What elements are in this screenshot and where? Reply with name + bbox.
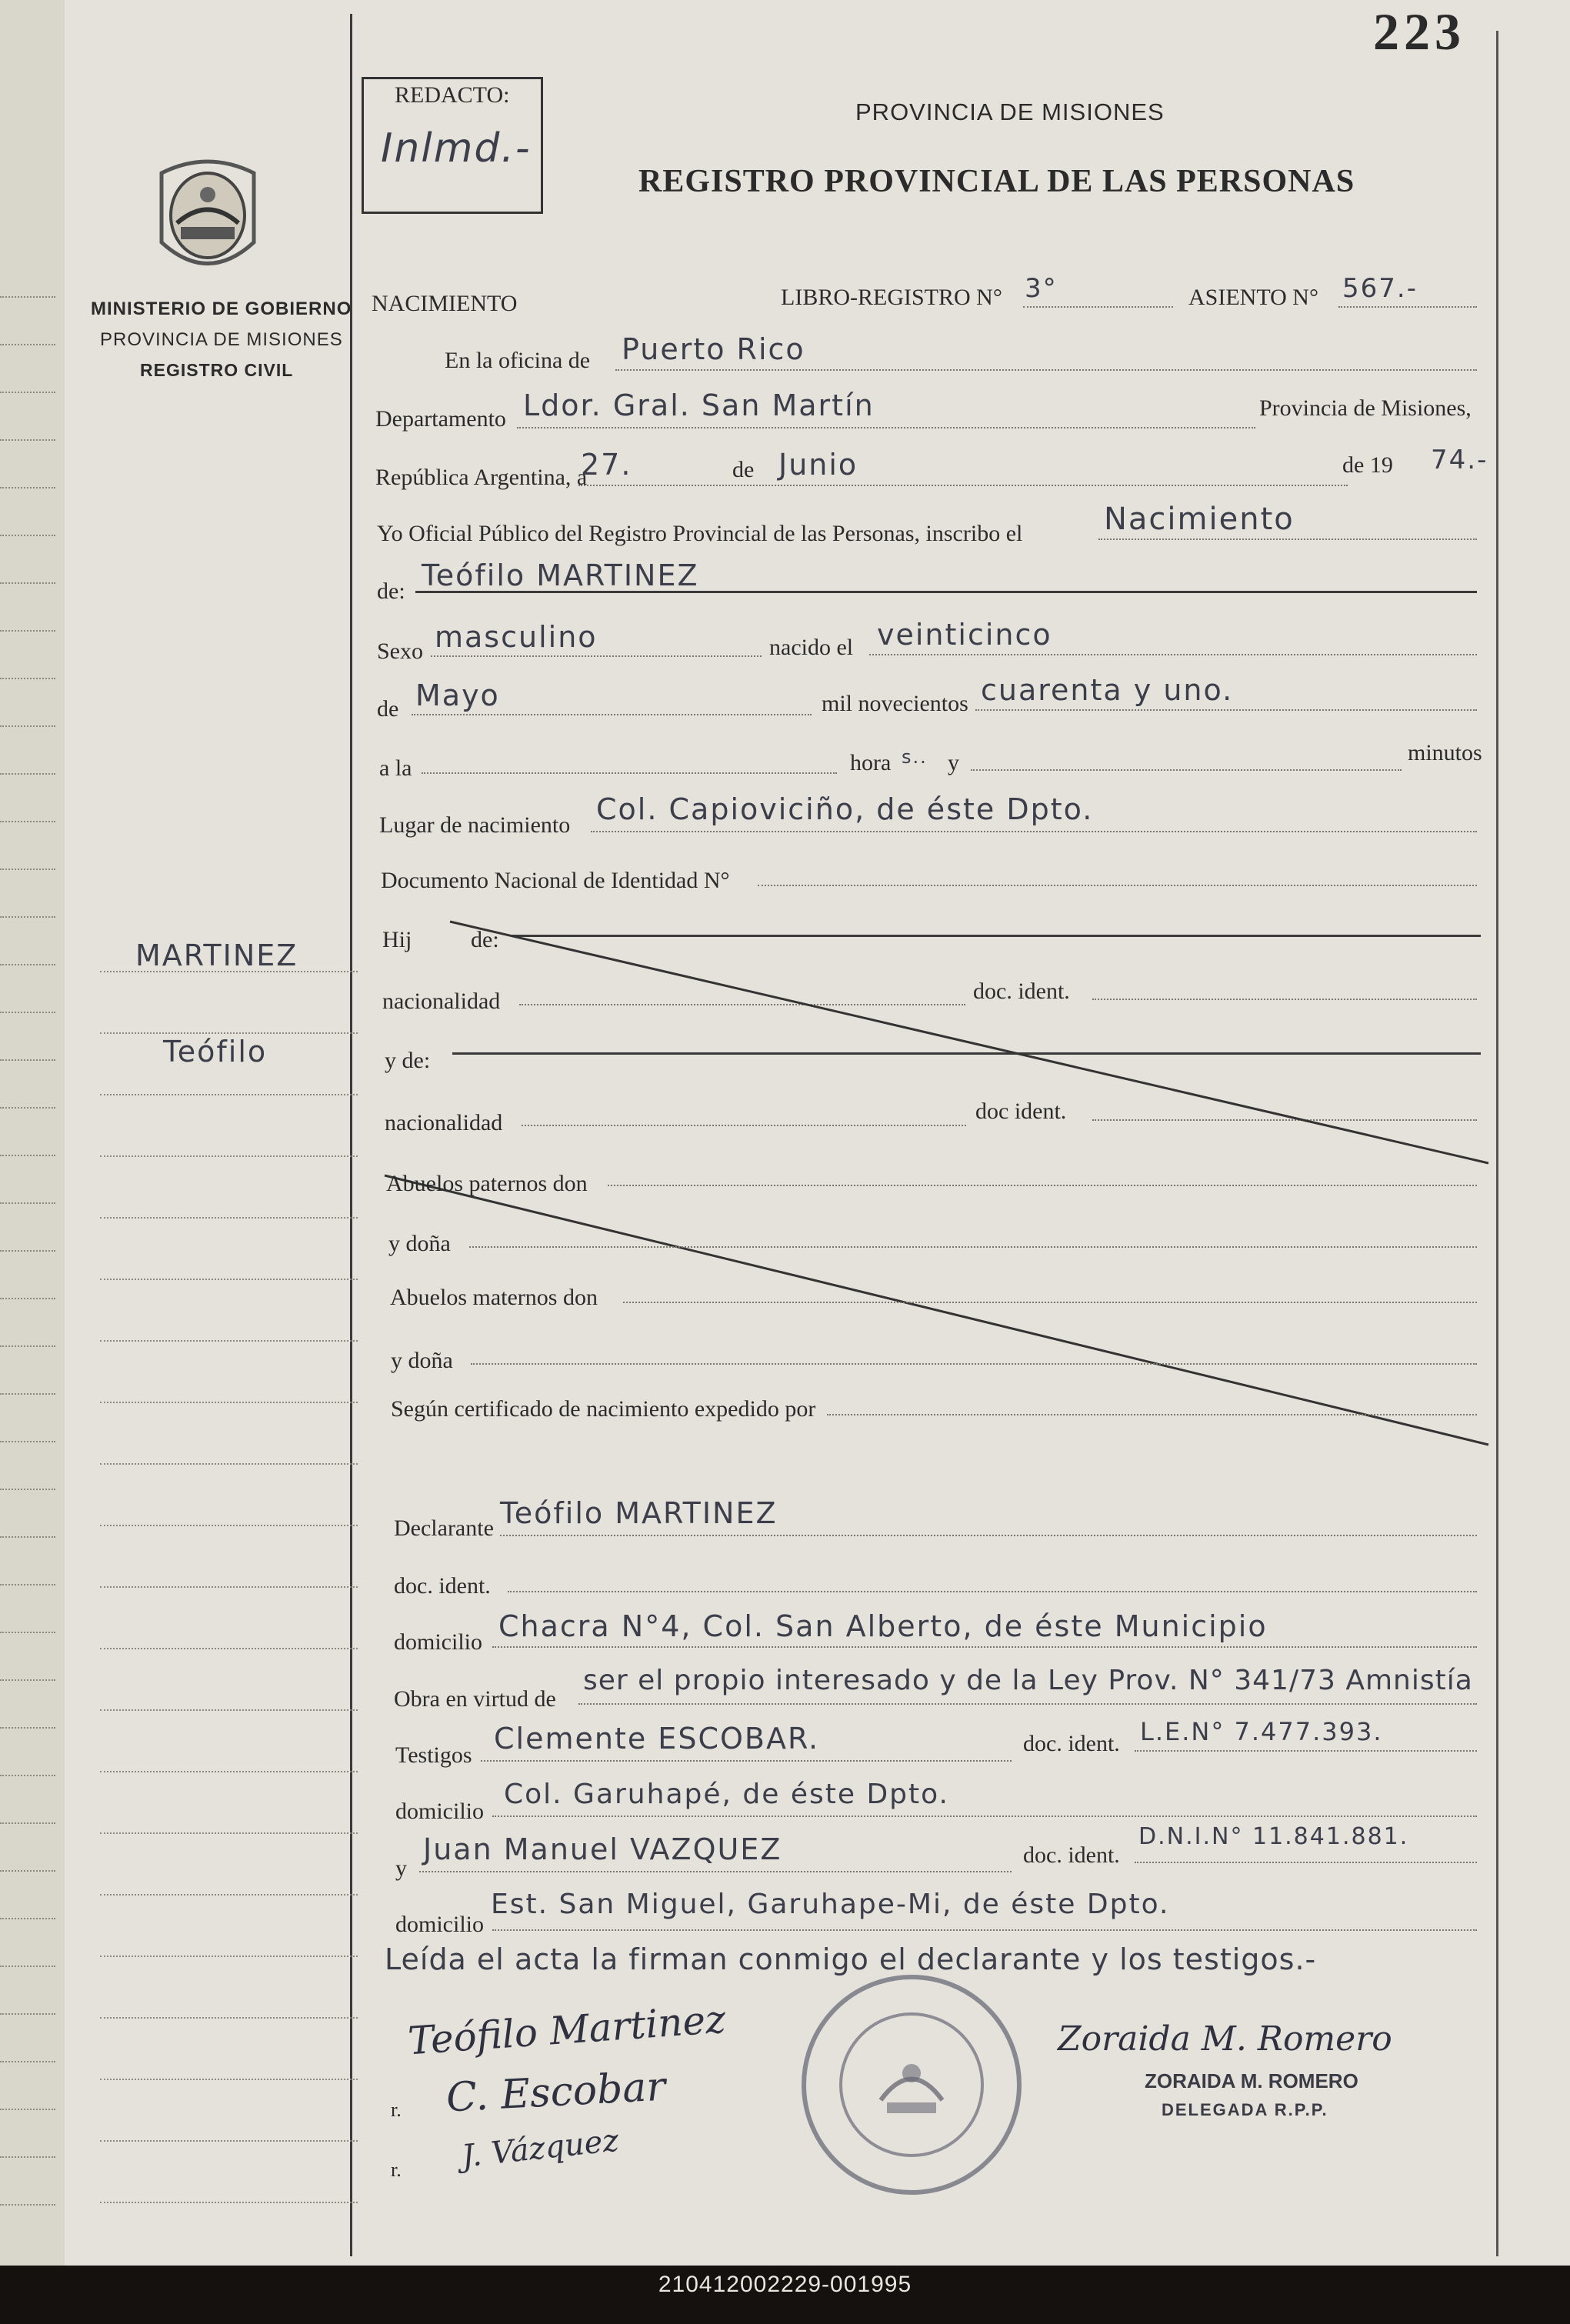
- mil-label: mil novecientos: [822, 691, 968, 716]
- signature-declarante: Teófilo Martinez: [406, 1996, 728, 2064]
- de-value: Teófilo MARTINEZ: [422, 558, 699, 592]
- testigos-value: Clemente ESCOBAR.: [494, 1722, 820, 1756]
- testigos-doc-label: doc. ident.: [1023, 1731, 1120, 1756]
- official-stamp-name: ZORAIDA M. ROMERO: [1145, 2069, 1358, 2092]
- de-label: de:: [377, 578, 405, 604]
- nacido-value: veinticinco: [877, 618, 1052, 652]
- official-round-seal-icon: [796, 1966, 1027, 2204]
- signature-r-mark-2: r.: [391, 2159, 402, 2181]
- y-de-label: y de:: [385, 1048, 431, 1073]
- mes-label: de: [377, 696, 399, 722]
- testigo-2-doc-value: D.N.I.N° 11.841.881.: [1138, 1823, 1409, 1850]
- page-number: 223: [1373, 2, 1465, 61]
- ministry-line-1: MINISTERIO DE GOBIERNO: [91, 298, 352, 319]
- hora-y: y: [948, 750, 959, 775]
- abuelos-paternos-label: Abuelos paternos don: [386, 1171, 588, 1196]
- lugar-value: Col. Capioviciño, de éste Dpto.: [596, 792, 1094, 826]
- leida-statement: Leída el acta la firman conmigo el declarante y los testigos.-: [385, 1942, 1317, 1976]
- testigo-2-y: y: [395, 1856, 407, 1881]
- abuelos-maternos-dona: y doña: [391, 1348, 453, 1373]
- sexo-label: Sexo: [377, 639, 423, 664]
- inscribo-value: Nacimiento: [1104, 502, 1295, 537]
- image-identifier: 210412002229-001995: [658, 2272, 912, 2297]
- doc-ident-declarante-label: doc. ident.: [394, 1573, 491, 1599]
- fecha-month: Junio: [778, 448, 858, 482]
- declarante-value: Teófilo MARTINEZ: [500, 1496, 778, 1530]
- testigos-label: Testigos: [395, 1742, 472, 1768]
- libro-label: LIBRO-REGISTRO N°: [781, 285, 1002, 310]
- mil-value: cuarenta y uno.: [981, 673, 1234, 707]
- departamento-value: Ldor. Gral. San Martín: [523, 388, 875, 422]
- libro-value: 3°: [1025, 273, 1058, 304]
- ministry-line-3: REGISTRO CIVIL: [140, 360, 294, 380]
- obra-value: ser el propio interesado y de la Ley Prov. N° 341/73 Amnistía: [583, 1665, 1473, 1696]
- domicilio-2-value: Col. Garuhapé, de éste Dpto.: [504, 1779, 949, 1810]
- signature-testigo-2: J. Vázquez: [460, 2122, 621, 2175]
- redacto-initials: Inlmd.-: [381, 125, 532, 172]
- fecha-prefix: República Argentina, a: [375, 465, 588, 490]
- nacionalidad-2-doc: doc ident.: [975, 1099, 1067, 1124]
- header-title: REGISTRO PROVINCIAL DE LAS PERSONAS: [638, 164, 1355, 199]
- abuelos-paternos-dona: y doña: [388, 1231, 451, 1256]
- fecha-day: 27.: [581, 448, 632, 482]
- departamento-label: Departamento: [375, 406, 506, 432]
- abuelos-maternos-label: Abuelos maternos don: [390, 1285, 598, 1310]
- domicilio-3-value: Est. San Miguel, Garuhape-Mi, de éste Dpto.: [491, 1889, 1170, 1920]
- domicilio-2-label: domicilio: [395, 1799, 484, 1824]
- testigo-2-doc-label: doc. ident.: [1023, 1842, 1120, 1868]
- domicilio-3-label: domicilio: [395, 1912, 484, 1937]
- nacionalidad-1-label: nacionalidad: [382, 989, 501, 1014]
- signature-official: Zoraida M. Romero: [1058, 2019, 1392, 2059]
- declarante-label: Declarante: [394, 1515, 494, 1541]
- domicilio-1-value: Chacra N°4, Col. San Alberto, de éste Municipio: [498, 1609, 1268, 1643]
- domicilio-1-label: domicilio: [394, 1629, 482, 1655]
- asiento-label: ASIENTO N°: [1188, 285, 1318, 310]
- asiento-value: 567.-: [1342, 273, 1418, 304]
- documento-label: Documento Nacional de Identidad N°: [381, 868, 730, 893]
- hora-value: s..: [902, 746, 928, 768]
- fecha-year: 74.-: [1431, 445, 1488, 475]
- testigo-2-value: Juan Manuel VAZQUEZ: [423, 1832, 782, 1866]
- signature-r-mark-1: r.: [391, 2099, 402, 2121]
- oficina-label: En la oficina de: [445, 348, 591, 373]
- signature-testigo-1: C. Escobar: [445, 2063, 667, 2122]
- departamento-suffix: Provincia de Misiones,: [1259, 395, 1472, 421]
- nacionalidad-1-doc: doc. ident.: [973, 979, 1070, 1004]
- oficina-value: Puerto Rico: [622, 332, 805, 366]
- fecha-de-19: de 19: [1342, 452, 1393, 478]
- nacido-label: nacido el: [769, 635, 854, 660]
- hora-label: hora: [850, 750, 892, 775]
- official-stamp-title: DELEGADA R.P.P.: [1162, 2100, 1328, 2119]
- hora-a-la: a la: [379, 755, 412, 781]
- header-province: PROVINCIA DE MISIONES: [855, 98, 1165, 125]
- margin-surname: MARTINEZ: [135, 939, 298, 972]
- margin-given-name: Teófilo: [163, 1035, 268, 1069]
- nacionalidad-2-label: nacionalidad: [385, 1110, 503, 1135]
- lugar-label: Lugar de nacimiento: [379, 812, 571, 838]
- certificado-label: Según certificado de nacimiento expedido por: [391, 1396, 816, 1422]
- mes-value: Mayo: [415, 679, 500, 712]
- hora-minutos: minutos: [1408, 740, 1482, 765]
- obra-label: Obra en virtud de: [394, 1686, 556, 1712]
- hijo-label: Hij: [382, 927, 412, 952]
- testigos-doc-value: L.E.N° 7.477.393.: [1140, 1717, 1383, 1746]
- redacto-label: REDACTO:: [395, 82, 510, 108]
- ministry-line-2: PROVINCIA DE MISIONES: [100, 329, 343, 350]
- sexo-value: masculino: [435, 620, 598, 654]
- fecha-de: de: [732, 457, 755, 482]
- hijo-de: de:: [471, 927, 499, 952]
- record-type: NACIMIENTO: [372, 291, 518, 316]
- inscribo-text: Yo Oficial Público del Registro Provincial de las Personas, inscribo el: [377, 521, 1023, 546]
